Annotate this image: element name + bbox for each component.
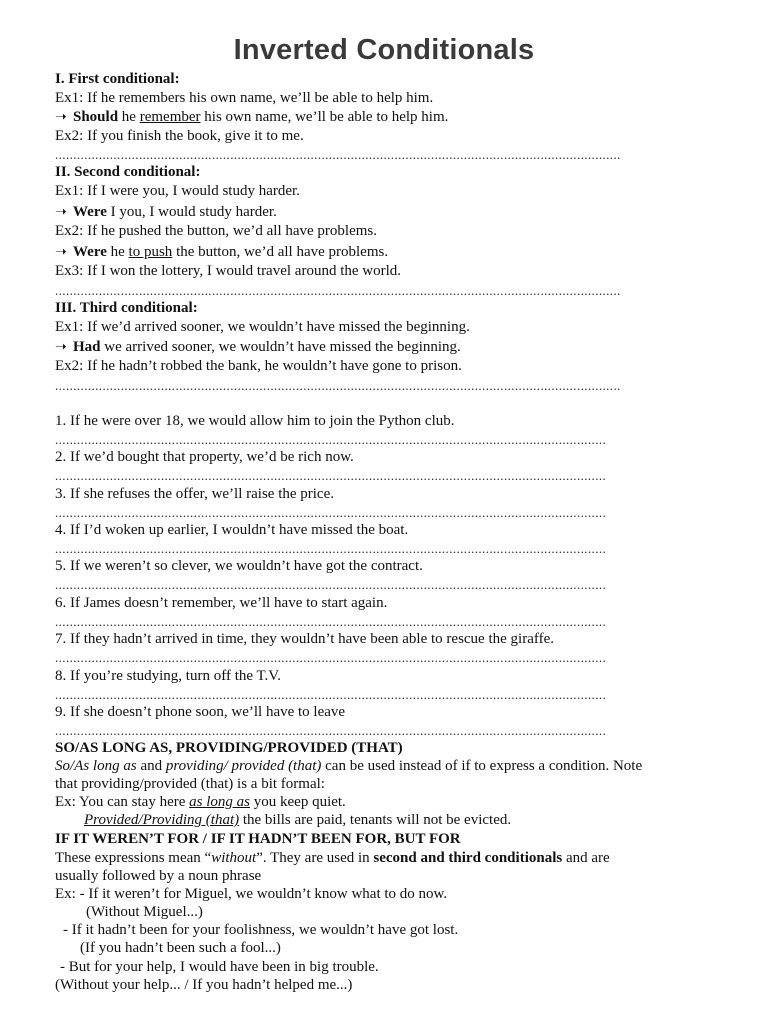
answer-line: ....................................................................................................................................................... bbox=[55, 652, 607, 664]
text-span: he bbox=[106, 244, 129, 260]
but-for-paragraph-line-2: usually followed by a noun phrase bbox=[55, 868, 262, 884]
text-span: I you, I would study harder. bbox=[106, 204, 277, 220]
exercise-8: 8. If you’re studying, turn off the T.V. bbox=[55, 668, 281, 684]
inversion-word: Were bbox=[73, 244, 107, 260]
so-as-example-1 bbox=[55, 793, 346, 811]
text-span: he bbox=[118, 109, 140, 125]
text-span: we arrived sooner, we wouldn’t have missed the beginning. bbox=[100, 339, 461, 355]
underlined-text: as long as bbox=[189, 794, 250, 810]
answer-line: ....................................................................................................................................................... bbox=[55, 725, 607, 737]
second-ex3: Ex3: If I won the lottery, I would travel around the world. bbox=[55, 263, 402, 279]
but-for-example-1-note: (Without Miguel...) bbox=[86, 904, 203, 920]
exercise-7: 7. If they hadn’t arrived in time, they wouldn’t have been able to rescue the giraffe. bbox=[55, 631, 554, 647]
italic-text: providing/ provided (that) bbox=[165, 758, 322, 774]
first-conditional-heading: I. First conditional: bbox=[55, 71, 180, 87]
inversion-word: Were bbox=[73, 204, 107, 220]
so-as-paragraph-line-1 bbox=[55, 757, 642, 775]
italic-text: without bbox=[211, 850, 257, 866]
text-span: and bbox=[136, 758, 166, 774]
exercise-9: 9. If she doesn’t phone soon, we’ll have to leave bbox=[55, 704, 346, 720]
answer-line: ........................................................................................................................................................... bbox=[55, 380, 621, 392]
but-for-example-1: Ex: - If it weren’t for Miguel, we wouldn’t know what to do now. bbox=[55, 886, 448, 902]
answer-line: ....................................................................................................................................................... bbox=[55, 616, 607, 628]
text-span: These expressions mean “ bbox=[55, 850, 212, 866]
arrow-right-icon: ➝ bbox=[55, 205, 67, 220]
underlined-text: Provided/Providing (that) bbox=[84, 812, 240, 828]
text-span: can be used instead of if to express a condition. Note bbox=[321, 758, 643, 774]
answer-line: ....................................................................................................................................................... bbox=[55, 543, 607, 555]
exercise-4: 4. If I’d woken up earlier, I wouldn’t have missed the boat. bbox=[55, 522, 409, 538]
answer-line: ....................................................................................................................................................... bbox=[55, 689, 607, 701]
bold-text: second and third conditionals bbox=[373, 850, 563, 866]
so-as-paragraph-line-2: that providing/provided (that) is a bit formal: bbox=[55, 776, 325, 792]
arrow-right-icon: ➝ bbox=[55, 340, 67, 355]
underlined-text: remember bbox=[139, 109, 201, 125]
text-span: Ex: You can stay here bbox=[55, 794, 190, 810]
so-as-example-2 bbox=[84, 811, 511, 829]
exercise-5: 5. If we weren’t so clever, we wouldn’t have got the contract. bbox=[55, 558, 423, 574]
inversion-word: Had bbox=[73, 339, 101, 355]
first-inversion bbox=[55, 108, 448, 127]
third-conditional-heading: III. Third conditional: bbox=[55, 300, 198, 316]
but-for-example-3: - But for your help, I would have been in big trouble. bbox=[60, 959, 379, 975]
second-inversion-2 bbox=[55, 243, 388, 262]
second-ex1: Ex1: If I were you, I would study harder. bbox=[55, 183, 300, 199]
but-for-heading: IF IT WEREN’T FOR / IF IT HADN’T BEEN FOR, BUT FOR bbox=[55, 831, 461, 847]
answer-line: ....................................................................................................................................................... bbox=[55, 507, 607, 519]
second-inversion-1 bbox=[55, 203, 277, 222]
answer-line: ....................................................................................................................................................... bbox=[55, 434, 607, 446]
text-span: his own name, we’ll be able to help him. bbox=[200, 109, 449, 125]
arrow-right-icon: ➝ bbox=[55, 245, 67, 260]
text-span: and are bbox=[562, 850, 610, 866]
second-conditional-heading: II. Second conditional: bbox=[55, 164, 201, 180]
italic-text: So/As long as bbox=[55, 758, 137, 774]
but-for-example-2: - If it hadn’t been for your foolishness, we wouldn’t have got lost. bbox=[63, 922, 459, 938]
answer-line: ........................................................................................................................................................... bbox=[55, 285, 621, 297]
text-span: ”. They are used in bbox=[256, 850, 374, 866]
text-span: the button, we’d all have problems. bbox=[172, 244, 389, 260]
answer-line: ....................................................................................................................................................... bbox=[55, 470, 607, 482]
exercise-3: 3. If she refuses the offer, we’ll raise the price. bbox=[55, 486, 335, 502]
third-ex2: Ex2: If he hadn’t robbed the bank, he wouldn’t have gone to prison. bbox=[55, 358, 462, 374]
but-for-paragraph-line-1 bbox=[55, 849, 610, 867]
arrow-right-icon: ➝ bbox=[55, 110, 67, 125]
inversion-word: Should bbox=[73, 109, 119, 125]
but-for-example-2-note: (If you hadn’t been such a fool...) bbox=[80, 940, 281, 956]
third-inversion bbox=[55, 338, 461, 357]
first-ex2: Ex2: If you finish the book, give it to me. bbox=[55, 128, 304, 144]
text-span: you keep quiet. bbox=[250, 794, 346, 810]
underlined-text: to push bbox=[128, 244, 173, 260]
text-span: the bills are paid, tenants will not be evicted. bbox=[239, 812, 512, 828]
answer-line: ........................................................................................................................................................... bbox=[55, 149, 621, 161]
exercise-1: 1. If he were over 18, we would allow him to join the Python club. bbox=[55, 413, 455, 429]
so-as-long-as-heading: SO/AS LONG AS, PROVIDING/PROVIDED (THAT) bbox=[55, 740, 403, 756]
but-for-example-3-note: (Without your help... / If you hadn’t helped me...) bbox=[55, 977, 353, 993]
exercise-2: 2. If we’d bought that property, we’d be rich now. bbox=[55, 449, 354, 465]
page-title: Inverted Conditionals bbox=[233, 34, 535, 66]
second-ex2: Ex2: If he pushed the button, we’d all have problems. bbox=[55, 223, 378, 239]
answer-line: ....................................................................................................................................................... bbox=[55, 579, 607, 591]
third-ex1: Ex1: If we’d arrived sooner, we wouldn’t have missed the beginning. bbox=[55, 319, 470, 335]
exercise-6: 6. If James doesn’t remember, we’ll have to start again. bbox=[55, 595, 388, 611]
first-ex1: Ex1: If he remembers his own name, we’ll be able to help him. bbox=[55, 90, 434, 106]
